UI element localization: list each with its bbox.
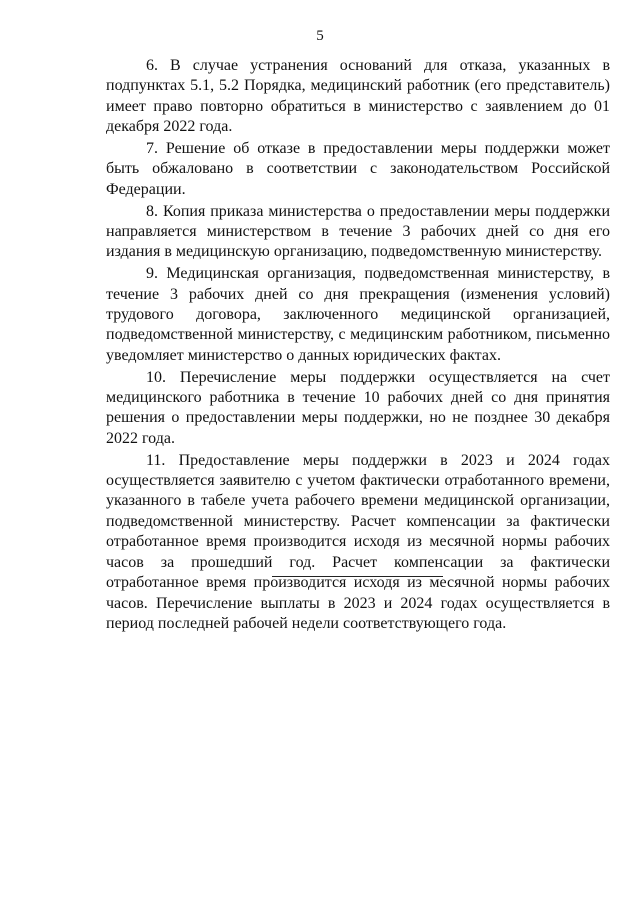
paragraph-11: 11. Предоставление меры поддержки в 2023 и 2024 годах осуществляется заявителю с учетом фактически отработанного времени, указанного в табеле учета рабочего времени медицинской организации, подведомственной министерству. Расчет компенсации за фактически отработанное время производится исходя из месячной нормы рабочих часов за прошедший год. Расчет компенсации за фактически отработанное время производится исходя из месячной нормы рабочих часов. Перечисление выплаты в 2023 и 2024 годах осуществляется в период последней рабочей недели соответствующего года. — [106, 451, 610, 632]
paragraph-6: 6. В случае устранения оснований для отказа, указанных в подпунктах 5.1, 5.2 Порядка, медицинский работник (его представитель) имеет право повторно обратиться в министерство с заявлением до 01 декабря 2022 года. — [106, 57, 610, 136]
end-separator-line — [272, 576, 443, 577]
document-body — [106, 56, 610, 636]
paragraph-8: 8. Копия приказа министерства о предоставлении меры поддержки направляется министерством в течение 3 рабочих дней со дня его издания в медицинскую организацию, подведомственную министерству. — [106, 202, 610, 261]
paragraph-9: 9. Медицинская организация, подведомственная министерству, в течение 3 рабочих дней со дня прекращения (изменения условий) трудового договора, заключенного медицинской организацией, подведомственной министерству, с медицинским работником, письменно уведомляет министерство о данных юридических фактах. — [106, 265, 610, 364]
paragraph-10: 10. Перечисление меры поддержки осуществляется на счет медицинского работника в течение 10 рабочих дней со дня принятия решения о предоставлении меры поддержки, но не позднее 30 декабря 2022 года. — [106, 368, 610, 447]
paragraph-7: 7. Решение об отказе в предоставлении меры поддержки может быть обжаловано в соответствии с законодательством Российской Федерации. — [106, 140, 610, 198]
page-number: 5 — [316, 28, 324, 44]
